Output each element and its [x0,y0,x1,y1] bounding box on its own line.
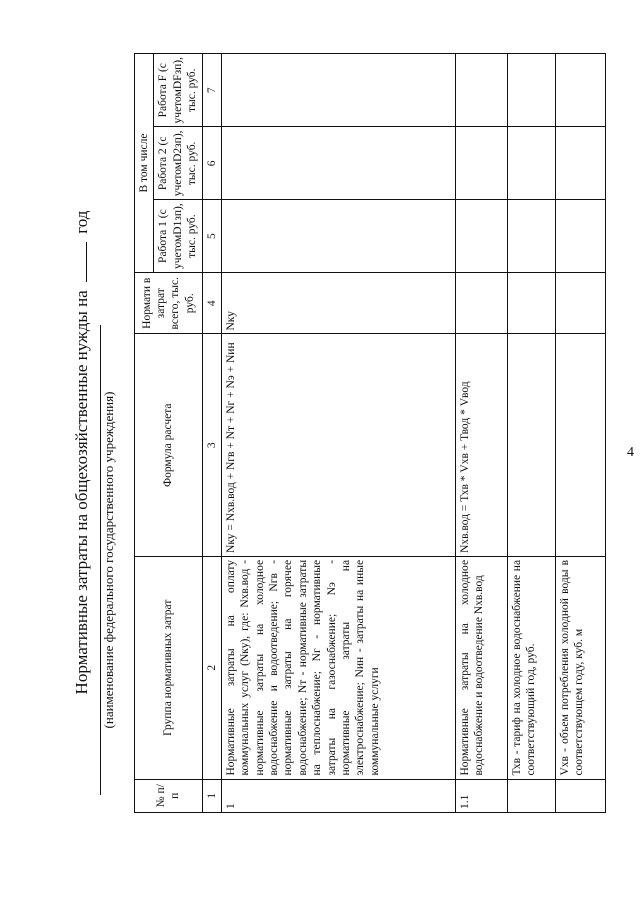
cost-table [134,53,606,813]
col-number: 7 [202,54,221,127]
row-formula [507,334,555,556]
row-no: 1 [221,779,455,812]
header-in-that-number: В том числе [135,54,154,273]
page-number: 4 [627,445,634,460]
row-no: 1.1 [455,779,507,812]
header-group: Группа нормативных затрат [135,556,203,779]
row-work-1 [555,200,605,273]
col-number: 2 [202,556,221,779]
row-work-f [555,54,605,127]
row-group: Vхв - объем потребления холодной воды в соответствующем году, куб. м [555,556,605,779]
row-work-f [507,54,555,127]
header-norm-total: Нормати в затрат всего, тыс. руб. [135,273,203,334]
row-group: Тхв - тариф на холодное водоснабжение на соответствующий год, руб. [507,556,555,779]
row-work-2 [555,127,605,200]
header-formula: Формула расчета [135,334,203,556]
row-work-f [221,54,455,127]
table-row [455,54,507,813]
row-no [507,779,555,812]
title-suffix: год [72,210,91,234]
row-formula: Nхв.вод = Тхв * Vхв + Твод * Vвод [455,334,507,556]
row-work-2 [507,127,555,200]
row-work-1 [455,200,507,273]
year-blank-line [86,242,87,282]
column-number-row [202,54,221,813]
col-number: 3 [202,334,221,556]
header-no: № п/п [135,779,203,812]
row-no [555,779,605,812]
row-norm [455,273,507,334]
row-work-2 [455,127,507,200]
row-formula: Nку = Nхв.вод + Nгв + Nт + Nг + Nэ + Nин [221,334,455,556]
org-name-caption: (наименование федерального государственного учреждения) [101,391,116,729]
header-work-2: Работа 2 (с учетомD2зп), тыс. руб. [154,127,202,200]
title-prefix: Нормативные затраты на общехозяйственные нужды на [72,290,91,695]
row-group: Нормативные затраты на холодное водоснабжение и водоотведение Nхв.вод [455,556,507,779]
document-title [72,0,92,905]
row-norm [507,273,555,334]
row-work-1 [507,200,555,273]
header-work-1: Работа 1 (с учетомD1зп), тыс. руб. [154,200,202,273]
header-row-1 [135,54,154,813]
table-row [555,54,605,813]
row-work-f [455,54,507,127]
row-norm: Nку [221,273,455,334]
col-number: 4 [202,273,221,334]
table-row [221,54,455,813]
row-formula [555,334,605,556]
header-work-f: Работа F (с учетомDFзп), тыс. руб. [154,54,202,127]
table-row [507,54,555,813]
row-work-2 [221,127,455,200]
col-number: 1 [202,779,221,812]
row-norm [555,273,605,334]
col-number: 6 [202,127,221,200]
row-group: Нормативные затраты на оплату коммунальных услуг (Nку), где: Nхв.вод - нормативные затраты на холодное водоснабжение и водоотведение; Nгв - нормативные затраты на горячее водоснабжение; Nт - нормативные затраты на теплоснабжение; Nг - нормативные затраты на газоснабжение; Nэ - нормативные затраты на электроснабжение; Nин - затраты на иные коммунальные услуги [221,556,455,779]
row-work-1 [221,200,455,273]
col-number: 5 [202,200,221,273]
